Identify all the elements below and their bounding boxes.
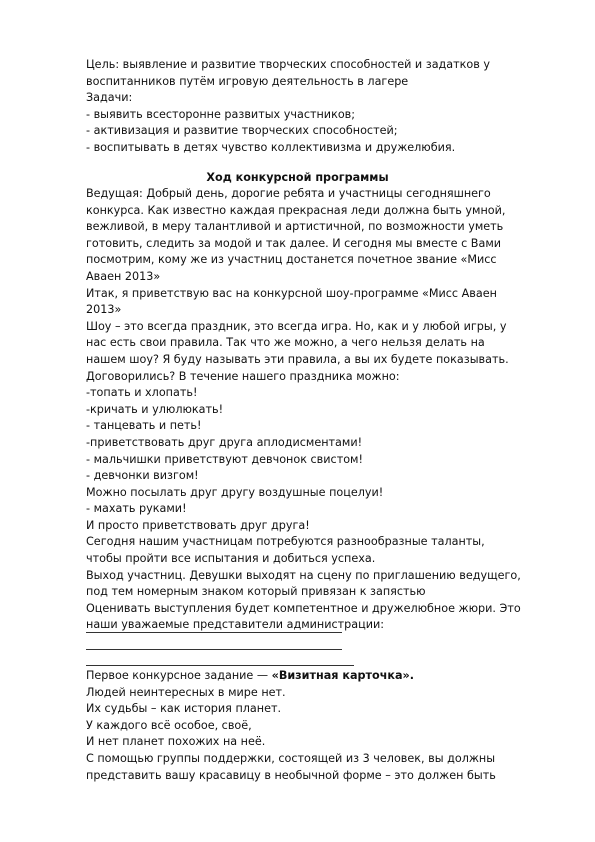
body-line: 2013» (86, 303, 122, 317)
body-line: Договорились? В течение нашего праздника можно: (86, 369, 400, 383)
intro-section (86, 57, 546, 157)
body-line: Оценивать выступления будет компетентное и дружелюбное жюри. Это (86, 601, 521, 615)
body-line: нашем шоу? Я буду называть эти правила, а вы их будете показывать. (86, 352, 509, 366)
goal-line: Цель: выявление и развитие творческих способностей и задатков у (86, 58, 491, 71)
rule-item: -кричать и улюлюкать! (86, 402, 224, 416)
body-line: под тем номерным знаком который привязан к запястью (86, 585, 426, 599)
task-name: «Визитная карточка». (271, 669, 414, 682)
body-line: наши уважаемые представители администрации: (86, 618, 385, 632)
body-line: С помощью группы поддержки, состоящей из 3 человек, вы должны (86, 751, 496, 765)
poem-line: У каждого всё особое, своё, (86, 718, 252, 732)
rule-item: -приветствовать друг друга аплодисментами! (86, 435, 363, 449)
poem-line: Их судьбы – как история планет. (86, 702, 282, 716)
rule-item: -топать и хлопать! (86, 386, 198, 400)
task-item: - выявить всесторонне развитых участников; (86, 107, 356, 121)
program-body (86, 186, 546, 634)
poem-line: Людей неинтересных в мире нет. (86, 685, 286, 699)
first-task-section (86, 668, 546, 784)
body-line: посмотрим, кому же из участниц достанется почетное звание «Мисс (86, 253, 497, 267)
poem-line: И нет планет похожих на неё. (86, 735, 266, 749)
tasks-label: Задачи: (86, 91, 133, 105)
body-line: Сегодня нашим участницам потребуются разнообразные таланты, (86, 535, 485, 549)
section-heading: Ход конкурсной программы (206, 171, 389, 184)
rule-item: - девчонки визгом! (86, 469, 199, 483)
body-line: представить вашу красавицу в необычной форме – это должен быть (86, 768, 496, 782)
body-line: чтобы пройти все испытания и добиться успеха. (86, 552, 376, 566)
body-line: Выход участниц. Девушки выходят на сцену по приглашению ведущего, (86, 568, 521, 582)
rule-item: И просто приветствовать друг друга! (86, 518, 310, 532)
rule-item: - махать руками! (86, 502, 187, 516)
body-line: Итак, я приветствую вас на конкурсной шоу-программе «Мисс Аваен (86, 286, 497, 300)
rule-item: Можно посылать друг другу воздушные поцелуи! (86, 485, 384, 499)
jury-blank-line (86, 649, 342, 650)
body-line: готовить, следить за модой и так далее. И сегодня мы вместе с Вами (86, 236, 502, 250)
body-line: вежливой, в меру талантливой и артистичной, по возможности уметь (86, 220, 504, 234)
rule-item: - мальчишки приветствуют девчонок свистом! (86, 452, 363, 466)
goal-line-continued: воспитанников путём игровую деятельность в лагере (86, 74, 409, 88)
task-item: - активизация и развитие творческих способностей; (86, 124, 398, 138)
body-line: Шоу – это всегда праздник, это всегда игра. Но, как и у любой игры, у (86, 319, 507, 333)
body-line: Ведущая: Добрый день, дорогие ребята и участницы сегодняшнего (86, 187, 491, 200)
task-item: - воспитывать в детях чувство коллективизма и дружелюбия. (86, 140, 456, 154)
body-line: Аваен 2013» (86, 269, 161, 283)
jury-blank-line (86, 632, 342, 633)
task-prefix: Первое конкурсное задание — (86, 669, 272, 682)
jury-blank-line (86, 665, 354, 666)
rule-item: - танцевать и петь! (86, 419, 202, 433)
body-line: нас есть свои правила. Так что же можно, а чего нельзя делать на (86, 336, 485, 350)
task-title (86, 668, 546, 685)
body-line: конкурса. Как известно каждая прекрасная леди должна быть умной, (86, 203, 506, 217)
